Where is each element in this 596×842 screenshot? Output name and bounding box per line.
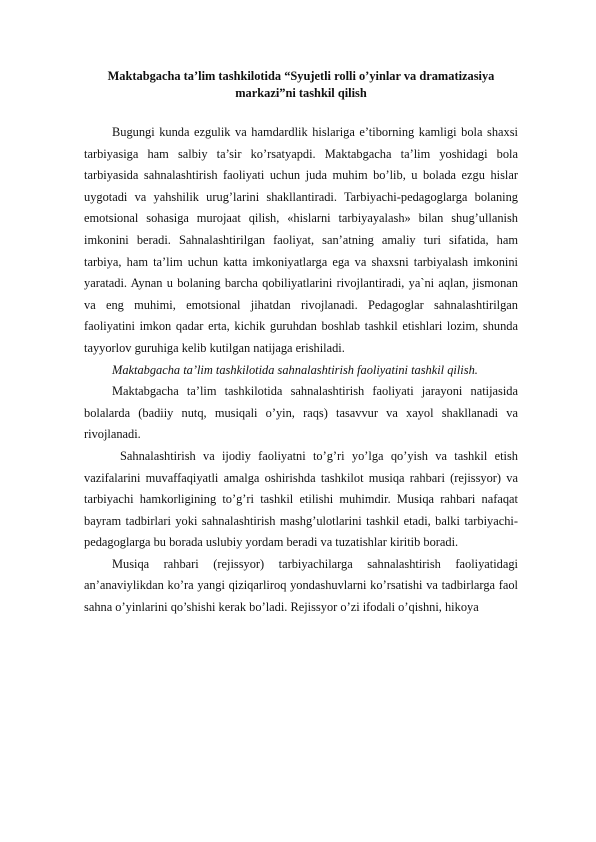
title-line-1: Maktabgacha ta’lim tashkilotida “Syujetli rolli o’yinlar va dramatizasiya bbox=[107, 69, 495, 83]
section-heading: Maktabgacha ta’lim tashkilotida sahnalashtirish faoliyatini tashkil qilish. bbox=[112, 362, 478, 377]
page-title bbox=[84, 68, 518, 102]
paragraph-process: Maktabgacha ta’lim tashkilotida sahnalashtirish faoliyati jarayoni natijasida bolalarda (badiiy nutq, musiqali o’yin, raqs) tasavvur va xayol shakllanadi va rivojlanadi. bbox=[84, 384, 518, 442]
title-line-2: markazi”ni tashkil qilish bbox=[235, 86, 367, 100]
paragraph-cooperation: Sahnalashtirish va ijodiy faoliyatni to’g’ri yo’lga qo’yish va tashkil etish vazifalarini muvaffaqiyatli amalga oshirishda tashkilot musiqa rahbari (rejissyor) va tarbiyachi hamkorligining to’g’ri tashkil etilishi muhimdir. Musiqa rahbari nafaqat bayram tadbirlari yoki sahnalashtirish mashg’ulotlarini tashkil etadi, balki tarbiyachi-pedagoglarga bu borada uslubiy yordam beradi va tuzatishlar kiritib boradi. bbox=[84, 448, 518, 550]
paragraph-intro: Bugungi kunda ezgulik va hamdardlik hislariga e’tiborning kamligi bola shaxsi tarbiyasiga ham salbiy ta’sir ko’rsatyapdi. Maktabgacha ta’lim yoshidagi bola tarbiyasida sahnalashtirish faoliyati uchun juda muhim bo’lib, u bolada ezgu hislar uygotadi va yahshilik urug’larini shakllantiradi. Tarbiyachi-pedagoglarga bolaning emotsional sohasiga murojaat qilish, «hislarni tarbiyayalash» bilan shug’ullanish imkonini beradi. Sahnalashtirilgan faoliyat, san’atning amaliy turi sifatida, ham tarbiya, ham ta’lim uchun katta imkoniyatlarga ega va shaxsni tarbiyalash imkonini yaratadi. Aynan u bolaning barcha qobiliyatlarini rivojlantiradi, ya`ni aqlan, jismonan va eng muhimi, emotsional jihatdan rivojlanadi. Pedagoglar sahnalashtirilgan faoliyatini imkon qadar erta, kichik guruhdan boshlab tashkil etishlari lozim, shunda tayyorlov guruhiga kelib kutilgan natijaga erishiladi. bbox=[84, 125, 518, 355]
document-page bbox=[84, 68, 518, 619]
paragraph-music-director: Musiqa rahbari (rejissyor) tarbiyachilarga sahnalashtirish faoliyatidagi an’anaviylikdan ko’ra yangi qiziqarliroq yondashuvlarni ko’rsatishi va tadbirlarga faol sahna o’yinlarini qo’shishi kerak bo’ladi. Rejissyor o’zi ifodali o’qishni, hikoya bbox=[84, 556, 518, 615]
